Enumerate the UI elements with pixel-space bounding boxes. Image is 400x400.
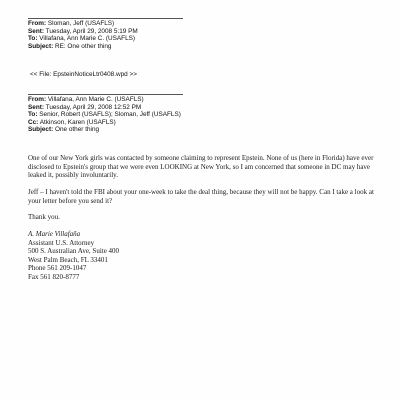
sent-value: Tuesday, April 29, 2008 12:52 PM <box>45 103 142 111</box>
signature-name: A. Marie Villafaña <box>28 230 81 238</box>
original-cc-row <box>28 119 181 127</box>
original-subject-row <box>28 126 181 134</box>
original-sent-row <box>28 104 181 112</box>
attachment-reference: << File: EpsteinNoticeLtr0408.wpd >> <box>30 71 137 78</box>
subject-value: One other thing <box>55 126 100 134</box>
signature-fax: Fax 561 820-8777 <box>28 272 80 281</box>
signature-address-2: West Palm Beach, FL 33401 <box>28 255 108 264</box>
signature-phone: Phone 561 209-1047 <box>28 264 87 273</box>
sent-label: Sent: <box>28 27 44 35</box>
signature-title: Assistant U.S. Attorney <box>28 238 95 247</box>
original-to-row <box>28 111 181 119</box>
sent-label: Sent: <box>28 103 44 111</box>
header-divider-original <box>28 94 183 95</box>
email-closing <box>28 213 228 222</box>
email-body-2 <box>28 188 374 205</box>
email-body <box>28 154 374 180</box>
body-paragraph-1: One of our New York girls was contacted by someone claiming to represent Epstein. None of us (here in Florida) have ever disclosed to Epstein's group that we were even LOOKING at New York, so I am concerned that someone in DC may have leaked it, possibly involuntarily. <box>28 154 374 180</box>
reply-email-header <box>28 20 138 50</box>
subject-label: Subject: <box>28 42 54 50</box>
closing-line: Thank you. <box>28 213 60 221</box>
to-value: Villafana, Ann Marie C. (USAFLS) <box>39 35 136 43</box>
cc-value: Atkinson, Karen (USAFLS) <box>39 118 116 126</box>
body-paragraph-2: Jeff – I haven't told the FBI about your one-week to take the deal thing, because they will not be happy. Can I take a look at your letter before you send it? <box>28 188 374 205</box>
from-label: From: <box>28 20 47 27</box>
reply-subject-row <box>28 43 138 51</box>
subject-value: RE: One other thing <box>55 42 112 50</box>
signature-block <box>28 230 119 282</box>
to-label: To: <box>28 35 38 43</box>
header-divider-top <box>28 18 183 19</box>
cc-label: Cc: <box>28 118 39 126</box>
reply-to-row <box>28 35 138 43</box>
reply-from-row <box>28 20 138 28</box>
to-value: Senior, Robert (USAFLS); Sloman, Jeff (USAFLS) <box>39 111 181 119</box>
from-value: Villafana, Ann Marie C. (USAFLS) <box>47 96 144 103</box>
original-email-header <box>28 96 181 134</box>
sent-value: Tuesday, April 29, 2008 5:19 PM <box>45 27 138 35</box>
from-label: From: <box>28 96 47 103</box>
original-from-row <box>28 96 181 104</box>
subject-label: Subject: <box>28 126 54 134</box>
signature-address-1: 500 S. Australian Ave, Suite 400 <box>28 247 120 256</box>
to-label: To: <box>28 111 38 119</box>
from-value: Sloman, Jeff (USAFLS) <box>47 20 115 27</box>
reply-sent-row <box>28 28 138 36</box>
